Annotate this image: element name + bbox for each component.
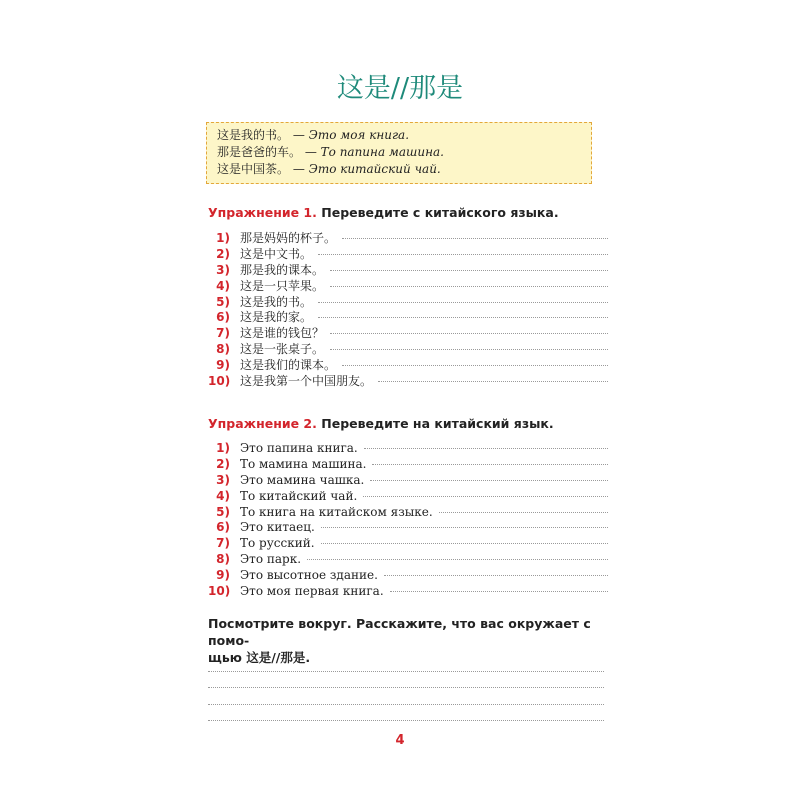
exercise2-item xyxy=(208,505,608,521)
answer-line[interactable] xyxy=(318,302,608,303)
item-text: Это моя первая книга. xyxy=(240,584,384,599)
example-russian: То папина машина. xyxy=(320,145,444,159)
answer-line[interactable] xyxy=(318,317,608,318)
exercise2-item xyxy=(208,552,608,568)
item-number: 2) xyxy=(216,456,230,471)
exercise2-item xyxy=(208,457,608,473)
answer-line[interactable] xyxy=(208,672,604,689)
example-dash: — xyxy=(301,145,321,159)
task-line: Посмотрите вокруг. Расскажите, что вас окружает с помо- xyxy=(208,616,591,648)
item-text: 这是谁的钱包？ xyxy=(240,326,325,341)
example-dash: — xyxy=(289,128,309,142)
answer-line[interactable] xyxy=(330,270,608,271)
answer-line[interactable] xyxy=(384,575,608,576)
item-text: 这是我的书。 xyxy=(240,294,313,309)
answer-line[interactable] xyxy=(321,543,608,544)
item-text: То мамина машина. xyxy=(240,456,367,471)
item-number: 10) xyxy=(208,584,231,599)
exercise1-item xyxy=(208,326,608,342)
answer-line[interactable] xyxy=(363,496,608,497)
item-number: 5) xyxy=(216,294,230,309)
item-text: 这是我们的课本。 xyxy=(240,358,337,373)
item-number: 2) xyxy=(216,246,230,261)
answer-line[interactable] xyxy=(342,365,608,366)
answer-line[interactable] xyxy=(330,333,608,334)
item-number: 7) xyxy=(216,536,230,551)
item-number: 6) xyxy=(216,310,230,325)
answer-line[interactable] xyxy=(330,286,608,287)
item-text: Это папина книга. xyxy=(240,441,358,455)
exercise2-item xyxy=(208,536,608,552)
answer-line[interactable] xyxy=(342,238,608,239)
item-number: 9) xyxy=(216,568,230,583)
item-number: 9) xyxy=(216,358,230,373)
exercise2-instruction: Переведите на китайский язык. xyxy=(321,416,554,431)
answer-line[interactable] xyxy=(370,480,608,481)
item-number: 3) xyxy=(216,262,230,277)
example-line xyxy=(217,127,591,144)
answer-line[interactable] xyxy=(307,559,608,560)
exercise2-item xyxy=(208,473,608,489)
example-russian: Это моя книга. xyxy=(308,128,410,142)
answer-line[interactable] xyxy=(208,688,604,705)
page-number: 4 xyxy=(395,733,405,748)
example-chinese: 这是我的书。 xyxy=(217,128,290,142)
item-text: 这是一张桌子。 xyxy=(240,342,325,357)
item-number: 7) xyxy=(216,326,230,341)
exercise1-item xyxy=(208,358,608,374)
item-number: 10) xyxy=(208,374,231,389)
exercise1-heading xyxy=(208,205,559,220)
item-number: 3) xyxy=(216,472,230,487)
answer-line[interactable] xyxy=(439,512,608,513)
exercise2-item xyxy=(208,489,608,505)
answer-line[interactable] xyxy=(208,655,604,672)
item-text: 这是我第一个中国朋友。 xyxy=(240,374,373,389)
answer-line[interactable] xyxy=(372,464,608,465)
item-text: 那是妈妈的杯子。 xyxy=(240,231,337,245)
item-text: 这是我的家。 xyxy=(240,310,313,325)
item-number: 1) xyxy=(216,441,230,455)
example-russian: Это китайский чай. xyxy=(308,162,441,176)
exercise1-item xyxy=(208,342,608,358)
item-text: Это мамина чашка. xyxy=(240,472,365,487)
item-text: Это китаец. xyxy=(240,520,315,535)
exercise1-item xyxy=(208,279,608,295)
answer-line[interactable] xyxy=(330,349,608,350)
answer-line[interactable] xyxy=(378,381,608,382)
exercise2-item xyxy=(208,568,608,584)
item-text: То русский. xyxy=(240,536,315,551)
item-number: 4) xyxy=(216,488,230,503)
example-chinese: 那是爸爸的车。 xyxy=(217,145,302,159)
exercise1-label: Упражнение 1. xyxy=(208,205,317,220)
answer-line[interactable] xyxy=(208,705,604,722)
item-number: 5) xyxy=(216,504,230,519)
exercise2-list xyxy=(208,441,608,600)
item-text: То китайский чай. xyxy=(240,488,358,503)
item-number: 1) xyxy=(216,231,230,245)
exercise2-heading xyxy=(208,416,554,431)
task-line: щью 这是//那是. xyxy=(208,650,311,665)
item-number: 8) xyxy=(216,552,230,567)
exercise1-item xyxy=(208,247,608,263)
item-number: 6) xyxy=(216,520,230,535)
exercise1-item xyxy=(208,295,608,311)
answer-line[interactable] xyxy=(390,591,608,592)
exercise1-list xyxy=(208,231,608,390)
exercise2-label: Упражнение 2. xyxy=(208,416,317,431)
item-text: 这是中文书。 xyxy=(240,246,313,261)
exercise1-instruction: Переведите с китайского языка. xyxy=(321,205,559,220)
exercise1-item xyxy=(208,231,608,247)
example-chinese: 这是中国茶。 xyxy=(217,162,290,176)
item-text: Это парк. xyxy=(240,552,302,567)
item-number: 4) xyxy=(216,278,230,293)
exercise1-item xyxy=(208,263,608,279)
answer-lines xyxy=(208,655,604,721)
answer-line[interactable] xyxy=(318,254,608,255)
page-title: 这是//那是 xyxy=(336,73,464,104)
answer-line[interactable] xyxy=(364,448,608,449)
exercise1-item xyxy=(208,310,608,326)
example-line xyxy=(217,144,591,161)
answer-line[interactable] xyxy=(321,527,608,528)
item-number: 8) xyxy=(216,342,230,357)
exercise1-item xyxy=(208,374,608,390)
item-text: 那是我的课本。 xyxy=(240,262,325,277)
exercise2-item xyxy=(208,441,608,457)
example-dash: — xyxy=(289,162,309,176)
example-line xyxy=(217,161,591,178)
item-text: То книга на китайском языке. xyxy=(240,504,433,519)
exercise2-item xyxy=(208,584,608,600)
example-box xyxy=(206,122,592,184)
exercise2-item xyxy=(208,520,608,536)
item-text: Это высотное здание. xyxy=(240,568,378,583)
item-text: 这是一只苹果。 xyxy=(240,278,325,293)
